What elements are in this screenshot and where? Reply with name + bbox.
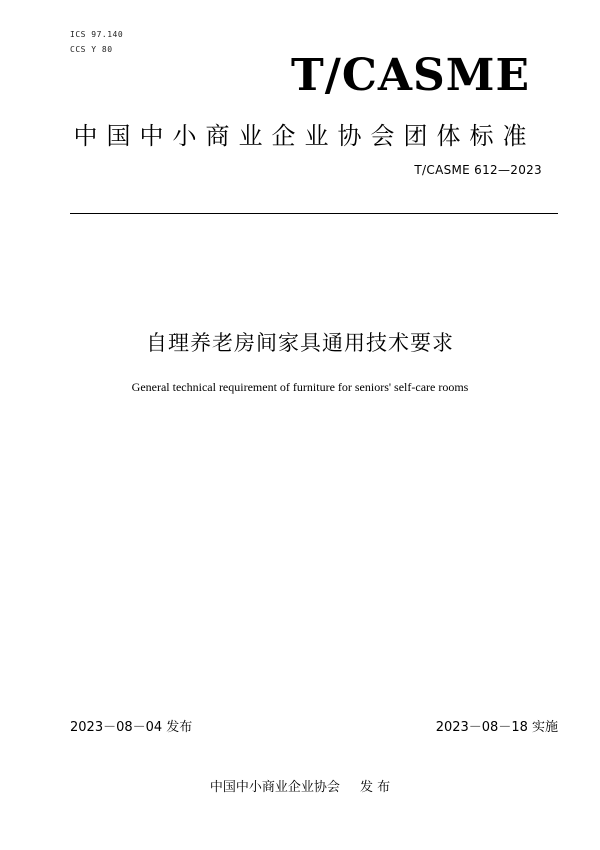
publish-label: 发 布	[359, 780, 391, 795]
issue-date: 2023－08－04 发布	[70, 720, 193, 735]
implementation-date: 2023－08－18 实施	[435, 720, 558, 735]
ics-code: ICS 97.140	[70, 30, 124, 39]
document-title-english: General technical requirement of furniture for seniors' self-care rooms	[131, 380, 469, 394]
standard-code-logo: T/CASME	[291, 50, 530, 101]
ccs-code: CCS Y 80	[70, 45, 113, 54]
publisher-line	[0, 776, 600, 795]
standard-number: T/CASME 612—2023	[414, 163, 542, 177]
publisher-name: 中国中小商业企业协会	[209, 780, 340, 795]
document-title-chinese: 自理养老房间家具通用技术要求	[146, 331, 454, 355]
header-divider	[70, 213, 558, 214]
standard-type-heading: 中国中小商业企业协会团体标准	[73, 122, 536, 150]
